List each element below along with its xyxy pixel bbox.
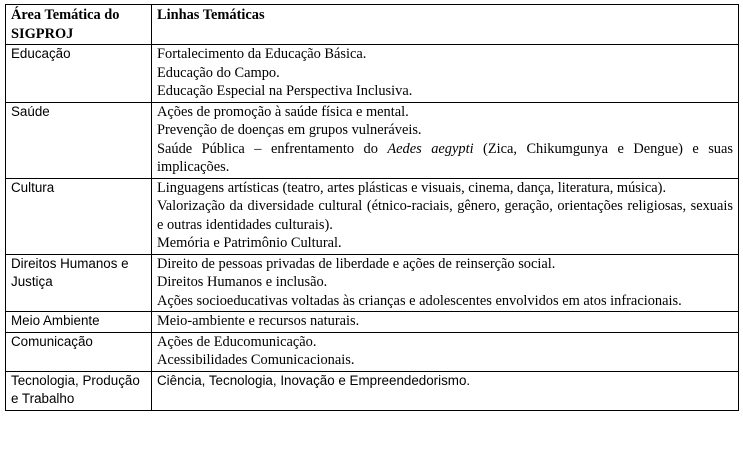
area-cell: Direitos Humanos e Justiça bbox=[6, 254, 152, 312]
line-item: Ações socioeducativas voltadas às crianças e adolescentes envolvidos em atos infracionais. bbox=[157, 292, 682, 309]
lines-cell bbox=[152, 312, 739, 333]
table-row-direitos-humanos bbox=[6, 254, 739, 312]
table-row-comunicacao bbox=[6, 332, 739, 371]
line-item: Educação Especial na Perspectiva Inclusiva. bbox=[157, 83, 413, 99]
line-text: Saúde Pública – enfrentamento do bbox=[157, 140, 388, 157]
line-item: Ciência, Tecnologia, Inovação e Empreendedorismo. bbox=[157, 372, 471, 388]
lines-cell bbox=[152, 371, 739, 410]
area-cell: Meio Ambiente bbox=[6, 312, 152, 333]
table-row-educacao bbox=[6, 45, 739, 103]
line-item: Prevenção de doenças em grupos vulneráveis. bbox=[157, 122, 422, 138]
line-item: Meio-ambiente e recursos naturais. bbox=[157, 313, 360, 329]
table-row-meio-ambiente bbox=[6, 312, 739, 333]
table-row-tecnologia bbox=[6, 371, 739, 410]
area-cell: Tecnologia, Produção e Trabalho bbox=[6, 371, 152, 410]
species-name: Aedes aegypti bbox=[387, 140, 474, 157]
area-cell: Cultura bbox=[6, 178, 152, 254]
line-item: Direito de pessoas privadas de liberdade e ações de reinserção social. bbox=[157, 255, 556, 272]
area-cell: Comunicação bbox=[6, 332, 152, 371]
line-item bbox=[157, 140, 733, 177]
line-text: (Zica, Chikumgunya e Dengue) e suas implicações. bbox=[157, 140, 733, 175]
table-row-cultura bbox=[6, 178, 739, 254]
lines-cell bbox=[152, 254, 739, 312]
table-header-row bbox=[6, 5, 739, 45]
line-item: Ações de Educomunicação. bbox=[157, 333, 317, 350]
line-item: Linguagens artísticas (teatro, artes plásticas e visuais, cinema, dança, literatura, música). bbox=[157, 179, 667, 196]
area-cell: Educação bbox=[6, 45, 152, 103]
lines-cell bbox=[152, 178, 739, 254]
line-item: Ações de promoção à saúde física e mental. bbox=[157, 103, 409, 120]
lines-cell bbox=[152, 332, 739, 371]
line-item: Memória e Patrimônio Cultural. bbox=[157, 235, 342, 251]
area-cell: Saúde bbox=[6, 102, 152, 178]
lines-cell bbox=[152, 102, 739, 178]
table-row-saude bbox=[6, 102, 739, 178]
line-item: Direitos Humanos e inclusão. bbox=[157, 274, 328, 290]
line-item: Acessibilidades Comunicacionais. bbox=[157, 352, 355, 368]
line-item: Fortalecimento da Educação Básica. bbox=[157, 46, 367, 62]
thematic-areas-table bbox=[5, 4, 739, 411]
lines-cell bbox=[152, 45, 739, 103]
line-item: Educação do Campo. bbox=[157, 64, 280, 81]
line-item: Valorização da diversidade cultural (étnico-raciais, gênero, geração, orientações religiosas, sexuais e outras identidades culturais). bbox=[157, 198, 733, 233]
header-area: Área Temática do SIGPROJ bbox=[6, 5, 152, 45]
header-lines: Linhas Temáticas bbox=[152, 5, 739, 45]
